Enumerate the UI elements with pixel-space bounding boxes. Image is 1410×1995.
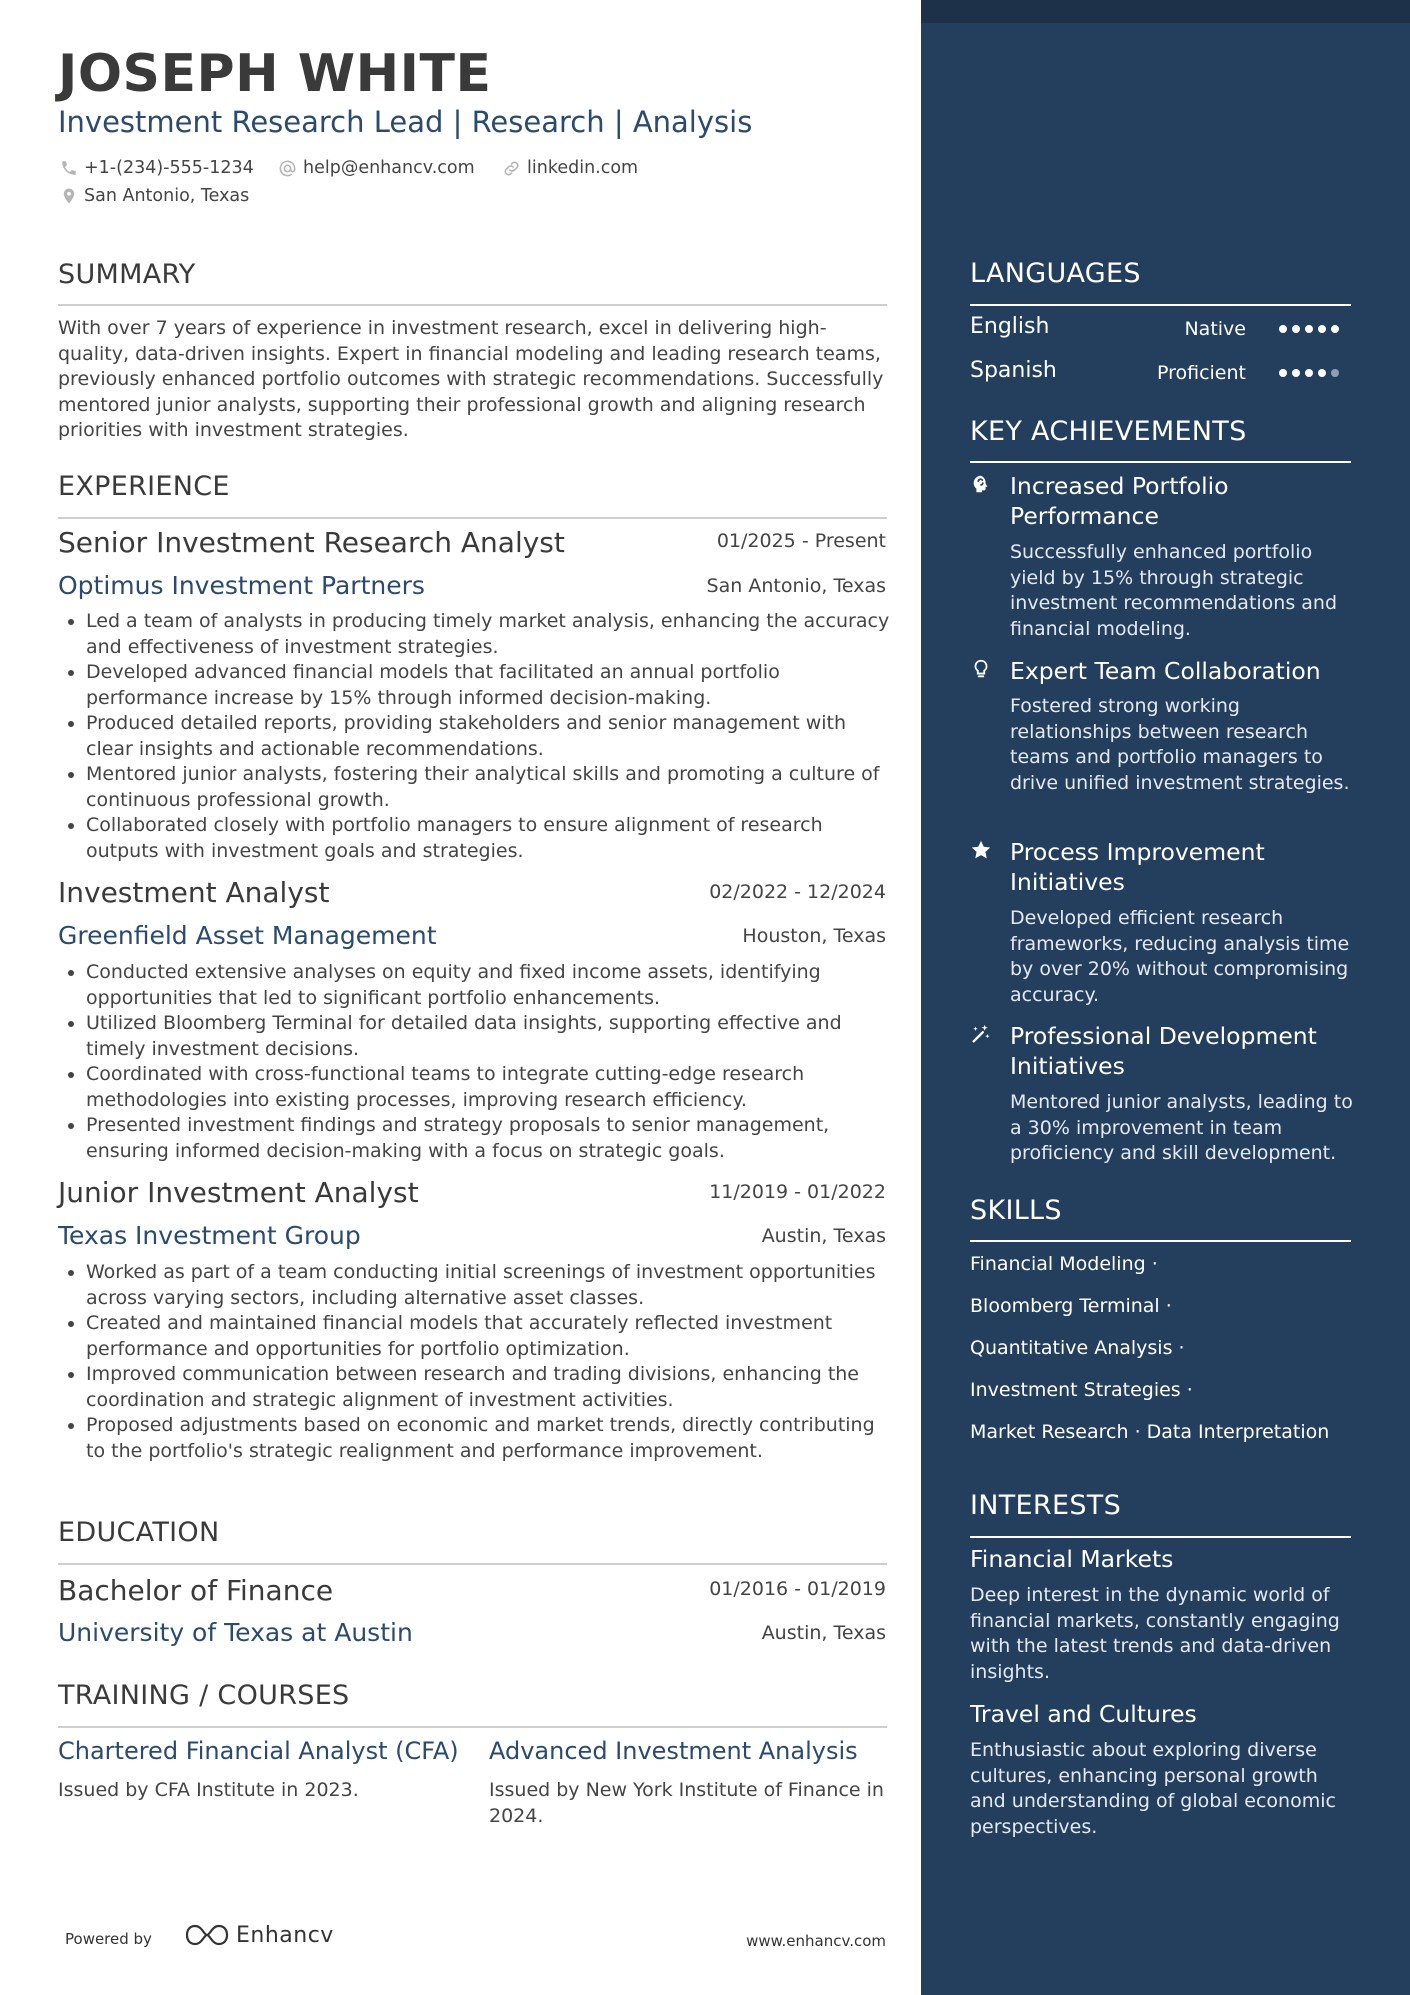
interest-title: Travel and Cultures	[970, 1700, 1197, 1728]
rating-dot-filled	[1292, 325, 1300, 333]
phone-contact	[60, 158, 254, 178]
brain-icon	[970, 473, 992, 495]
job-bullet: • Collaborated closely with portfolio managers to ensure alignment of research outputs with investment goals and strategies.	[86, 813, 893, 864]
achievement-desc: Developed efficient research frameworks, reducing analysis time by over 20% without compromising accuracy.	[1010, 907, 1350, 1006]
job-title: Investment Analyst	[58, 876, 330, 909]
location-text: San Antonio, Texas	[84, 186, 250, 206]
rating-dot-filled	[1292, 369, 1300, 377]
course-title: Chartered Financial Analyst (CFA)	[58, 1737, 459, 1765]
linkedin-text[interactable]: linkedin.com	[527, 158, 639, 178]
skill-separator: ·	[1178, 1337, 1185, 1359]
interests-divider	[970, 1536, 1351, 1538]
job-bullet: • Conducted extensive analyses on equity and fixed income assets, identifying opportunities that led to significant portfolio enhancements.	[86, 960, 893, 1011]
job-bullet: • Worked as part of a team conducting initial screenings of investment opportunities across varying sectors, including alternative asset classes.	[86, 1260, 893, 1311]
course-desc: Issued by New York Institute of Finance in 2024.	[489, 1779, 884, 1827]
summary-divider	[58, 304, 887, 306]
phone-text: +1-(234)-555-1234	[84, 158, 254, 178]
job-title: Junior Investment Analyst	[58, 1176, 419, 1209]
job-dates: 02/2022 - 12/2024	[709, 881, 886, 903]
interest-desc: Enthusiastic about exploring diverse cultures, enhancing personal growth and understanding of global economic perspectives.	[970, 1739, 1336, 1838]
email-text[interactable]: help@enhancv.com	[303, 158, 475, 178]
language-level: Native	[1184, 318, 1246, 340]
education-divider	[58, 1563, 887, 1565]
education-degree: Bachelor of Finance	[58, 1574, 334, 1607]
education-dates: 01/2016 - 01/2019	[709, 1578, 886, 1600]
training-heading: TRAINING / COURSES	[58, 1680, 350, 1711]
skill-label: Financial Modeling	[970, 1253, 1146, 1275]
training-divider	[58, 1726, 887, 1728]
skill-item	[970, 1421, 1329, 1443]
job-location: San Antonio, Texas	[706, 575, 886, 597]
summary-heading: SUMMARY	[58, 259, 196, 290]
achievement-title: Process Improvement Initiatives	[1010, 838, 1265, 896]
achievement-title: Increased Portfolio Performance	[1010, 472, 1229, 530]
job-bullet: • Presented investment findings and strategy proposals to senior management, ensuring informed decision-making with a focus on strategic goals.	[86, 1113, 893, 1164]
job-bullet: • Utilized Bloomberg Terminal for detailed data insights, supporting effective and timely investment decisions.	[86, 1011, 893, 1062]
skill-item	[970, 1379, 1193, 1401]
rating-dot-filled	[1331, 325, 1339, 333]
enhancv-logo-icon	[184, 1922, 230, 1948]
language-rating	[1279, 325, 1339, 333]
job-bullets	[58, 960, 893, 1164]
language-name: Spanish	[970, 358, 1057, 383]
job-bullet: • Improved communication between research and trading divisions, enhancing the coordination and strategic alignment of investment activities.	[86, 1362, 893, 1413]
email-contact[interactable]	[278, 158, 475, 178]
interest-desc: Deep interest in the dynamic world of financial markets, constantly engaging with the latest trends and data-driven insights.	[970, 1584, 1340, 1683]
skill-item	[970, 1337, 1185, 1359]
achievements-divider	[970, 461, 1351, 463]
job-title: Senior Investment Research Analyst	[58, 526, 565, 559]
job-company: Optimus Investment Partners	[58, 571, 425, 600]
rating-dot-filled	[1279, 325, 1287, 333]
job-bullet: • Led a team of analysts in producing timely market analysis, enhancing the accuracy and effectiveness of investment strategies.	[86, 609, 893, 660]
job-bullets	[58, 1260, 893, 1464]
job-dates: 01/2025 - Present	[716, 530, 886, 552]
language-level: Proficient	[1156, 362, 1246, 384]
education-school: University of Texas at Austin	[58, 1618, 413, 1647]
skills-divider	[970, 1240, 1351, 1242]
achievements-heading: KEY ACHIEVEMENTS	[970, 416, 1247, 447]
job-bullet: • Produced detailed reports, providing stakeholders and senior management with clear insights and actionable recommendations.	[86, 711, 893, 762]
languages-divider	[970, 304, 1351, 306]
interest-title: Financial Markets	[970, 1545, 1174, 1573]
job-bullet: • Created and maintained financial models that accurately reflected investment performance and opportunities for portfolio optimization.	[86, 1311, 893, 1362]
interests-heading: INTERESTS	[970, 1490, 1122, 1521]
skill-separator: ·	[1165, 1295, 1172, 1317]
location-pin-icon	[60, 187, 78, 205]
at-icon	[278, 159, 297, 178]
enhancv-brand: Enhancv	[236, 1922, 334, 1948]
footer-url[interactable]: www.enhancv.com	[746, 1932, 886, 1950]
job-bullets	[58, 609, 893, 864]
skill-label: Bloomberg Terminal	[970, 1295, 1160, 1317]
location-contact	[60, 186, 249, 206]
experience-heading: EXPERIENCE	[58, 471, 230, 502]
course-title: Advanced Investment Analysis	[489, 1737, 858, 1765]
linkedin-contact[interactable]	[502, 158, 638, 178]
summary-text: With over 7 years of experience in investment research, excel in delivering high-quality, data-driven insights. Expert in financial modeling and leading research teams, previously enhanced portfolio outcomes with strategic recommendations. Successfully mentored junior analysts, supporting their professional growth and aligning research priorities with investment strategies.	[58, 317, 884, 441]
skill-label: Investment Strategies	[970, 1379, 1181, 1401]
job-location: Houston, Texas	[742, 925, 886, 947]
job-bullet: • Developed advanced financial models that facilitated an annual portfolio performance increase by 15% through informed decision-making.	[86, 660, 893, 711]
achievement-desc: Successfully enhanced portfolio yield by 15% through strategic investment recommendations and financial modeling.	[1010, 541, 1338, 640]
skill-label: Data Interpretation	[1146, 1421, 1330, 1443]
magic-wand-icon	[970, 1023, 992, 1045]
skill-item	[970, 1253, 1158, 1275]
languages-heading: LANGUAGES	[970, 258, 1141, 289]
job-company: Greenfield Asset Management	[58, 921, 437, 950]
course-desc: Issued by CFA Institute in 2023.	[58, 1779, 359, 1801]
education-location: Austin, Texas	[761, 1622, 886, 1644]
skill-separator: ·	[1151, 1253, 1158, 1275]
achievement-title: Expert Team Collaboration	[1010, 657, 1321, 685]
rating-dot-empty	[1331, 369, 1339, 377]
skill-separator: ·	[1134, 1421, 1141, 1443]
language-name: English	[970, 314, 1050, 339]
candidate-title: Investment Research Lead | Research | Analysis	[58, 105, 753, 139]
sidebar	[921, 0, 1410, 1995]
enhancv-logo[interactable]	[184, 1922, 334, 1948]
rating-dot-filled	[1318, 369, 1326, 377]
job-company: Texas Investment Group	[58, 1221, 361, 1250]
candidate-name: JOSEPH WHITE	[58, 44, 492, 104]
skill-label: Quantitative Analysis	[970, 1337, 1173, 1359]
education-heading: EDUCATION	[58, 1517, 220, 1548]
powered-by-label: Powered by	[65, 1930, 152, 1948]
star-icon	[970, 839, 992, 861]
achievement-desc: Fostered strong working relationships between research teams and portfolio managers to drive unified investment strategies.	[1010, 695, 1350, 794]
phone-icon	[60, 159, 78, 177]
job-location: Austin, Texas	[761, 1225, 886, 1247]
experience-divider	[58, 517, 887, 519]
skills-heading: SKILLS	[970, 1195, 1062, 1226]
rating-dot-filled	[1305, 369, 1313, 377]
achievement-desc: Mentored junior analysts, leading to a 30% improvement in team proficiency and skill development.	[1010, 1091, 1353, 1164]
lightbulb-icon	[970, 658, 992, 680]
achievement-title: Professional Development Initiatives	[1010, 1022, 1317, 1080]
language-rating	[1279, 369, 1339, 377]
job-bullet: • Coordinated with cross-functional teams to integrate cutting-edge research methodologies into existing processes, improving research efficiency.	[86, 1062, 893, 1113]
rating-dot-filled	[1279, 369, 1287, 377]
job-bullet: • Proposed adjustments based on economic and market trends, directly contributing to the portfolio's strategic realignment and performance improvement.	[86, 1413, 893, 1464]
skill-separator: ·	[1186, 1379, 1193, 1401]
job-bullet: • Mentored junior analysts, fostering their analytical skills and promoting a culture of continuous professional growth.	[86, 762, 893, 813]
skill-label: Market Research	[970, 1421, 1129, 1443]
job-dates: 11/2019 - 01/2022	[709, 1181, 886, 1203]
sidebar-top-band	[921, 0, 1410, 23]
link-icon	[502, 159, 521, 178]
rating-dot-filled	[1318, 325, 1326, 333]
rating-dot-filled	[1305, 325, 1313, 333]
skill-item	[970, 1295, 1172, 1317]
